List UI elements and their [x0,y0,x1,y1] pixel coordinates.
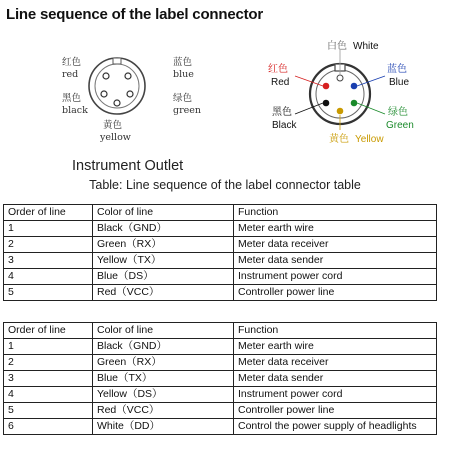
label-yellow-cn: 黄色 [103,120,123,131]
table-row [4,253,437,269]
section-subtitle: Instrument Outlet [72,158,184,174]
table-row [4,221,437,237]
table-header-row [4,323,437,339]
connector-table-5pin [3,204,437,301]
table-cell: 5 [4,285,93,301]
table-row [4,285,437,301]
table-cell: Yellow（TX） [93,253,234,269]
label-red-en-right: Red [271,77,290,88]
header-cell: Color of line [93,323,234,339]
page-title: Line sequence of the label connector [6,6,264,23]
table-cell: 1 [4,339,93,355]
table-cell: Meter earth wire [234,221,437,237]
table-row [4,387,437,403]
table-cell: Instrument power cord [234,269,437,285]
table-cell: 6 [4,419,93,435]
label-blue-cn-right: 蓝色 [387,64,407,75]
label-white-en: White [353,41,379,52]
table-row [4,269,437,285]
table-cell: White（DD） [93,419,234,435]
table-row [4,237,437,253]
label-green-en: green [173,105,201,116]
table-cell: Red（VCC） [93,285,234,301]
table-cell: Meter data receiver [234,237,437,253]
label-blue-cn: 蓝色 [173,57,193,68]
connector-diagram-6pin [225,30,450,155]
label-green-cn: 绿色 [173,93,193,104]
connector-diagram-5pin [0,0,220,150]
table-cell: 3 [4,253,93,269]
label-red-cn-right: 红色 [268,64,288,75]
table-cell: Control the power supply of headlights [234,419,437,435]
table-row [4,355,437,371]
table-cell: 1 [4,221,93,237]
header-cell: Color of line [93,205,234,221]
label-yellow-cn-right: 黄色 [329,134,349,145]
table-cell: Green（RX） [93,237,234,253]
label-white-cn: 白色 [327,41,347,52]
label-yellow-en-right: Yellow [355,134,384,145]
table-caption: Table: Line sequence of the label connector table [89,178,361,192]
table-cell: Meter data sender [234,371,437,387]
table-cell: Yellow（DS） [93,387,234,403]
label-blue-en-right: Blue [389,77,410,88]
table-cell: Controller power line [234,403,437,419]
header-cell: Order of line [4,323,93,339]
label-black-en-right: Black [272,120,297,131]
label-red-cn: 红色 [62,57,82,68]
header-cell: Order of line [4,205,93,221]
table-row [4,339,437,355]
label-red-en: red [62,69,79,80]
table-cell: 5 [4,403,93,419]
table-cell: Meter earth wire [234,339,437,355]
table-cell: Black（GND） [93,339,234,355]
table-cell: 2 [4,237,93,253]
table-cell: Black（GND） [93,221,234,237]
label-black-cn: 黑色 [62,93,82,104]
table-cell: Meter data sender [234,253,437,269]
label-blue-en: blue [173,69,194,80]
label-yellow-en: yellow [100,132,131,143]
table-cell: Blue（TX） [93,371,234,387]
table-cell: 4 [4,387,93,403]
connector-table-6pin [3,322,437,435]
table-cell: 2 [4,355,93,371]
label-black-en: black [62,105,88,116]
table-cell: Green（RX） [93,355,234,371]
table-row [4,371,437,387]
table-cell: Blue（DS） [93,269,234,285]
label-black-cn-right: 黑色 [272,107,292,118]
table-row [4,419,437,435]
table-cell: 4 [4,269,93,285]
header-cell: Function [234,205,437,221]
table-cell: Controller power line [234,285,437,301]
table-cell: Instrument power cord [234,387,437,403]
header-cell: Function [234,323,437,339]
table-cell: Meter data receiver [234,355,437,371]
table-header-row [4,205,437,221]
table-row [4,403,437,419]
table-cell: Red（VCC） [93,403,234,419]
table-cell: 3 [4,371,93,387]
label-green-en-right: Green [386,120,414,131]
label-green-cn-right: 绿色 [388,107,408,118]
